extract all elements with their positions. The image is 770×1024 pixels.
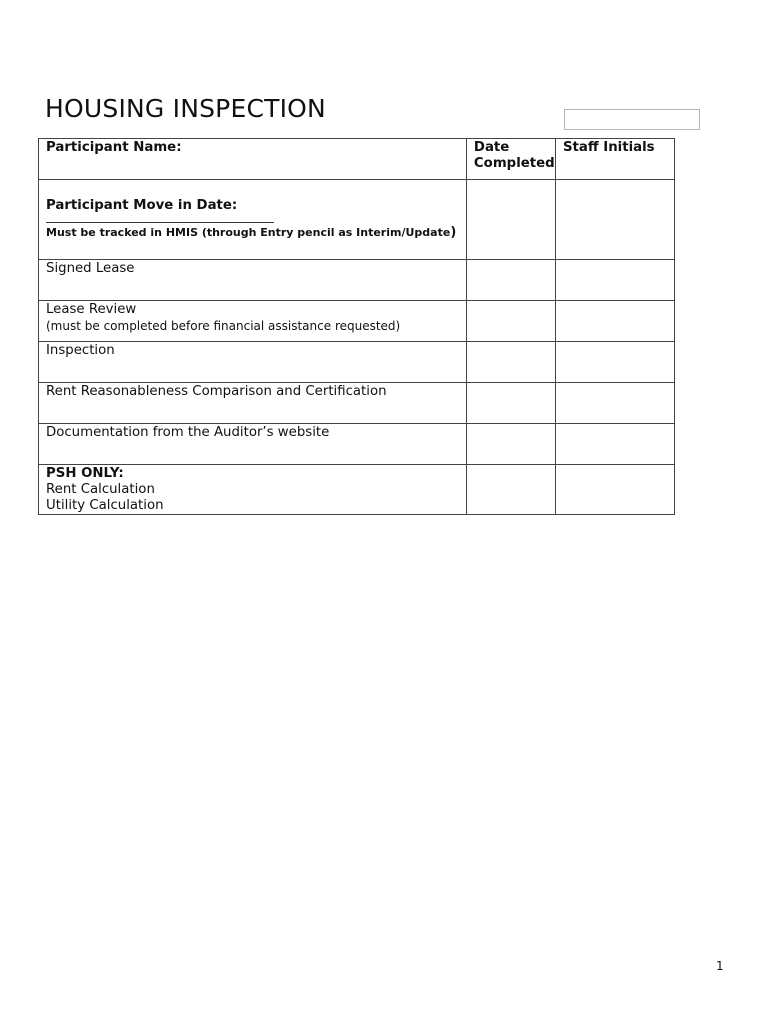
table-row-auditor-documentation [39, 424, 675, 465]
row-label: Inspection [46, 343, 115, 358]
row-label-cell [39, 383, 467, 424]
row-label: Lease Review [46, 302, 137, 317]
top-right-input-field[interactable] [564, 109, 700, 130]
staff-initials-cell[interactable] [555, 465, 674, 515]
date-completed-cell[interactable] [466, 342, 555, 383]
row-label: Signed Lease [46, 261, 135, 276]
date-completed-cell[interactable] [466, 260, 555, 301]
table-row-move-in-date [39, 180, 675, 260]
staff-initials-cell[interactable] [555, 342, 674, 383]
row-note: (must be completed before financial assistance requested) [46, 319, 401, 333]
psh-utility-calculation: Utility Calculation [46, 498, 164, 513]
move-in-date-note [46, 225, 459, 240]
staff-initials-cell[interactable] [555, 301, 674, 342]
table-row-rent-reasonableness [39, 383, 675, 424]
staff-initials-cell[interactable] [555, 260, 674, 301]
move-in-date-label: Participant Move in Date: [46, 198, 238, 213]
participant-name-label: Participant Name: [46, 140, 182, 155]
move-in-date-blank-line[interactable] [46, 214, 274, 223]
move-in-date-note-text: Must be tracked in HMIS (through Entry pencil as Interim/Update [46, 226, 451, 239]
staff-initials-cell[interactable] [555, 383, 674, 424]
table-row-signed-lease [39, 260, 675, 301]
staff-initials-cell[interactable] [555, 180, 674, 260]
date-completed-cell[interactable] [466, 465, 555, 515]
inspection-table [38, 138, 675, 515]
date-completed-cell[interactable] [466, 424, 555, 465]
date-completed-label-line2: Completed [473, 156, 555, 171]
row-label-cell [39, 260, 467, 301]
row-label-cell [39, 301, 467, 342]
psh-rent-calculation: Rent Calculation [46, 482, 155, 497]
row-label-cell [39, 424, 467, 465]
row-label: Documentation from the Auditor’s website [46, 425, 330, 440]
move-in-date-note-close: ) [450, 225, 457, 240]
table-row-lease-review [39, 301, 675, 342]
psh-heading: PSH ONLY: [46, 466, 124, 481]
move-in-date-cell [39, 180, 467, 260]
date-completed-cell[interactable] [466, 301, 555, 342]
table-row-inspection [39, 342, 675, 383]
participant-name-cell[interactable] [39, 139, 467, 180]
date-completed-label-line1: Date [473, 140, 510, 155]
date-completed-cell[interactable] [466, 180, 555, 260]
row-label: Rent Reasonableness Comparison and Certification [46, 384, 387, 399]
psh-cell [39, 465, 467, 515]
document-title: HOUSING INSPECTION [45, 94, 326, 123]
table-row-psh-only [39, 465, 675, 515]
staff-initials-header [555, 139, 674, 180]
table-header-row [39, 139, 675, 180]
row-label-cell [39, 342, 467, 383]
staff-initials-cell[interactable] [555, 424, 674, 465]
date-completed-header [466, 139, 555, 180]
date-completed-cell[interactable] [466, 383, 555, 424]
staff-initials-label: Staff Initials [562, 140, 655, 155]
page-number: 1 [716, 959, 724, 973]
